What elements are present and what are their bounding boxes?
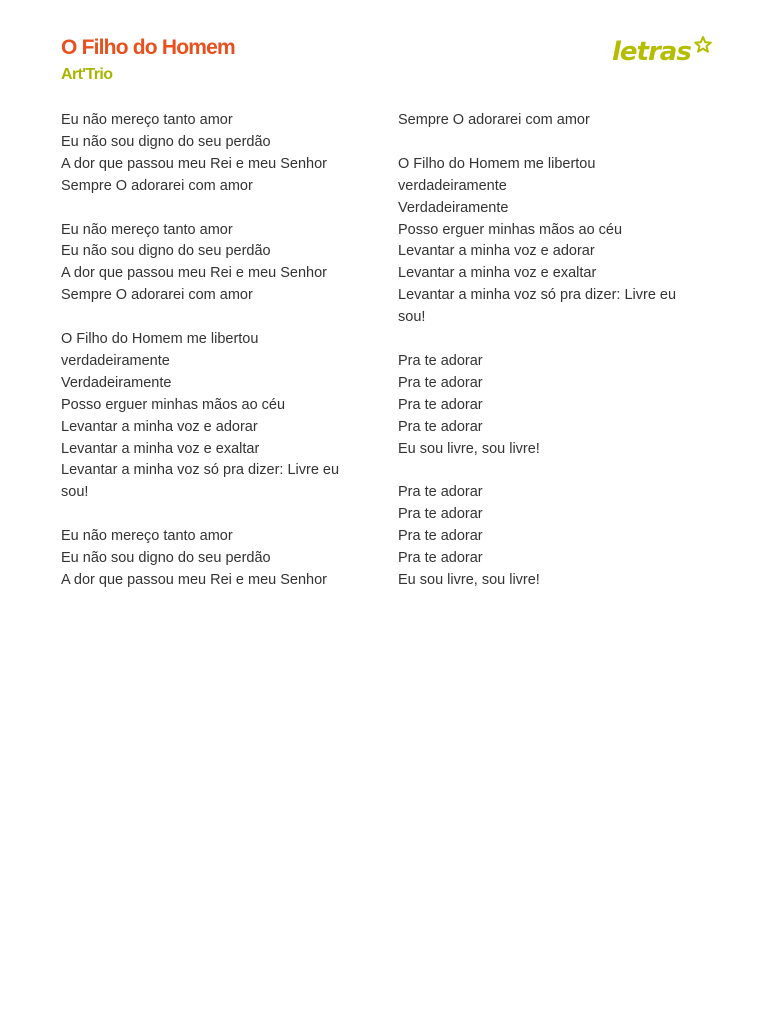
lyric-line: Pra te adorar bbox=[398, 550, 483, 567]
lyric-line: verdadeiramente bbox=[61, 352, 170, 369]
lyrics-stanza bbox=[61, 526, 361, 592]
lyrics-stanza bbox=[398, 154, 708, 329]
lyrics-column-right bbox=[398, 110, 708, 614]
lyric-line: sou! bbox=[398, 309, 426, 326]
lyric-line: Pra te adorar bbox=[398, 374, 483, 391]
lyric-line: O Filho do Homem me libertou bbox=[61, 331, 259, 348]
lyrics-stanza bbox=[61, 329, 361, 504]
lyric-line: Eu sou livre, sou livre! bbox=[398, 440, 540, 457]
lyric-line: Levantar a minha voz e exaltar bbox=[398, 265, 597, 282]
lyric-line: A dor que passou meu Rei e meu Senhor bbox=[61, 155, 327, 172]
lyric-line: Pra te adorar bbox=[398, 506, 483, 523]
lyric-line: Pra te adorar bbox=[398, 352, 483, 369]
lyric-line: Eu não sou digno do seu perdão bbox=[61, 133, 271, 150]
lyric-line: Verdadeiramente bbox=[61, 374, 172, 391]
lyric-line: O Filho do Homem me libertou bbox=[398, 155, 596, 172]
lyric-line: Verdadeiramente bbox=[398, 199, 509, 216]
lyric-line: Eu não mereço tanto amor bbox=[61, 528, 233, 545]
lyric-line: Eu sou livre, sou livre! bbox=[398, 571, 540, 588]
lyrics-stanza bbox=[61, 220, 361, 308]
lyric-line: Levantar a minha voz só pra dizer: Livre eu bbox=[398, 287, 677, 304]
lyric-line: Eu não sou digno do seu perdão bbox=[61, 243, 271, 260]
lyric-line: Pra te adorar bbox=[398, 528, 483, 545]
lyric-line: Pra te adorar bbox=[398, 418, 483, 435]
lyric-line: Sempre O adorarei com amor bbox=[61, 287, 253, 304]
artist-name: Art'Trio bbox=[61, 66, 113, 83]
lyric-line: Levantar a minha voz e adorar bbox=[61, 418, 258, 435]
lyric-line: Posso erguer minhas mãos ao céu bbox=[61, 396, 286, 413]
lyric-line: Sempre O adorarei com amor bbox=[61, 177, 253, 194]
lyrics-column-left bbox=[61, 110, 361, 614]
lyric-line: Posso erguer minhas mãos ao céu bbox=[398, 221, 623, 238]
lyrics-stanza bbox=[398, 110, 708, 132]
lyric-line: Eu não sou digno do seu perdão bbox=[61, 550, 271, 567]
lyric-line: Levantar a minha voz e adorar bbox=[398, 243, 595, 260]
lyric-line: verdadeiramente bbox=[398, 177, 507, 194]
lyric-line: Eu não mereço tanto amor bbox=[61, 221, 233, 238]
lyrics-stanza bbox=[61, 110, 361, 198]
lyrics-stanza bbox=[398, 351, 708, 461]
lyric-line: sou! bbox=[61, 484, 89, 501]
lyric-line: Levantar a minha voz só pra dizer: Livre eu bbox=[61, 462, 340, 479]
lyric-line: Levantar a minha voz e exaltar bbox=[61, 440, 260, 457]
lyric-line: Pra te adorar bbox=[398, 484, 483, 501]
letras-logo-text: letras bbox=[612, 37, 691, 67]
star-icon bbox=[695, 37, 711, 52]
lyric-line: A dor que passou meu Rei e meu Senhor bbox=[61, 265, 327, 282]
lyrics-stanza bbox=[398, 482, 708, 592]
lyric-line: Pra te adorar bbox=[398, 396, 483, 413]
lyric-line: A dor que passou meu Rei e meu Senhor bbox=[61, 571, 327, 588]
letras-logo bbox=[610, 33, 714, 69]
lyric-line: Sempre O adorarei com amor bbox=[398, 112, 590, 128]
lyric-line: Eu não mereço tanto amor bbox=[61, 112, 233, 128]
song-title: O Filho do Homem bbox=[61, 36, 235, 59]
